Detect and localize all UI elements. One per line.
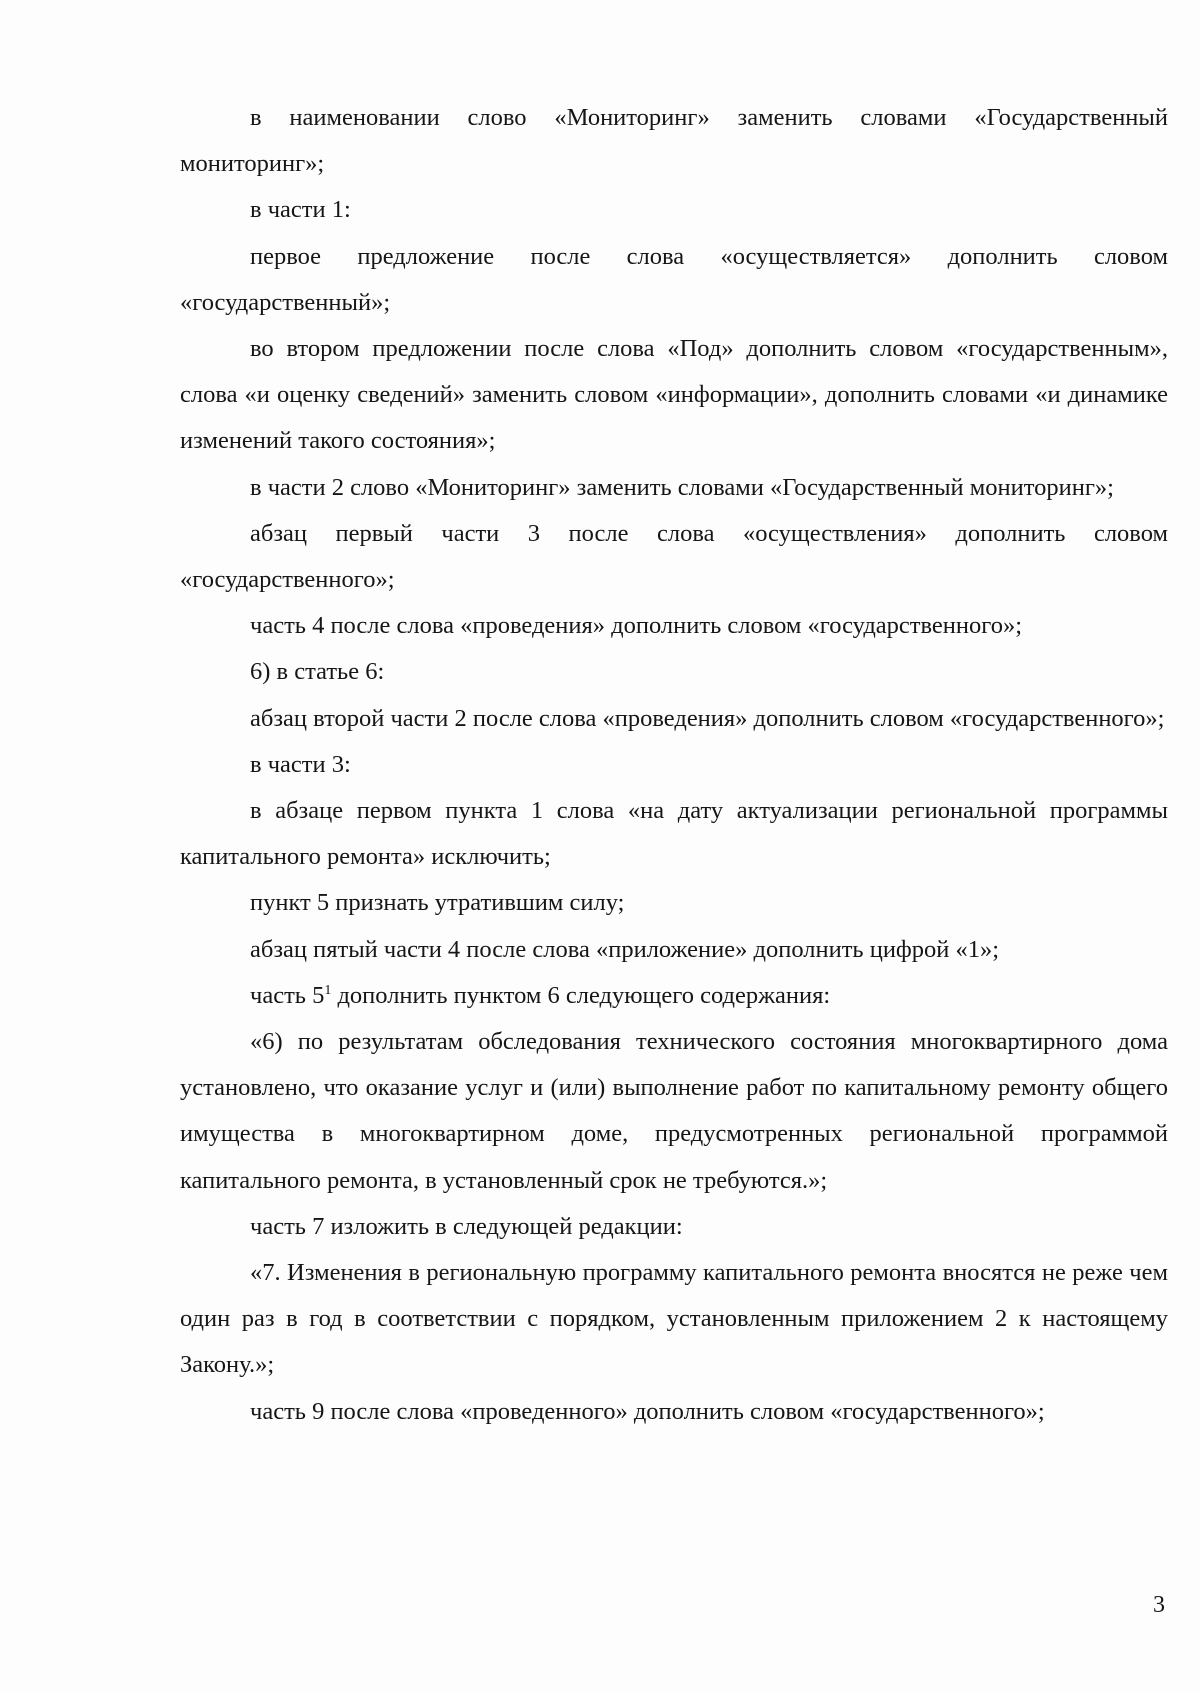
paragraph-18: часть 9 после слова «проведенного» дополнить словом «государственного»; xyxy=(250,1397,1045,1425)
paragraph-14 xyxy=(180,973,1168,1019)
paragraph-9: абзац второй части 2 после слова «проведения» дополнить словом «государственного»; xyxy=(250,704,1165,732)
paragraph-13: абзац пятый части 4 после слова «приложение» дополнить цифрой «1»; xyxy=(250,935,1000,963)
paragraph-11: в абзаце первом пункта 1 слова «на дату актуализации региональной программы капитального ремонта» исключить; xyxy=(180,797,1168,871)
paragraph-10: в части 3: xyxy=(250,750,351,778)
paragraph-1: в наименовании слово «Мониторинг» заменить словами «Государственный мониторинг»; xyxy=(180,104,1168,178)
paragraph-6: абзац первый части 3 после слова «осуществления» дополнить словом «государственного»; xyxy=(180,519,1168,594)
paragraph-4: во втором предложении после слова «Под» дополнить словом «государственным», слова «и оценку сведений» заменить словом «информации», дополнить словами «и динамике изменений такого состояния»; xyxy=(180,335,1168,455)
paragraph-14-superscript: 1 xyxy=(324,982,332,998)
paragraph-2: в части 1: xyxy=(250,196,351,224)
paragraph-15: «6) по результатам обследования технического состояния многоквартирного дома установлено, что оказание услуг и (или) выполнение работ по капитальному ремонту общего имущества в многоквартирном доме, предусмотренных региональной программой капитального ремонта, в установленный срок не требуются.»; xyxy=(180,1028,1168,1194)
paragraph-17: «7. Изменения в региональную программу капитального ремонта вносятся не реже чем один раз в год в соответствии с порядком, установленным приложением 2 к настоящему Закону.»; xyxy=(180,1259,1168,1379)
paragraph-7: часть 4 после слова «проведения» дополнить словом «государственного»; xyxy=(250,612,1023,640)
paragraph-12: пункт 5 признать утратившим силу; xyxy=(250,889,625,917)
paragraph-16: часть 7 изложить в следующей редакции: xyxy=(250,1212,683,1240)
paragraph-8: 6) в статье 6: xyxy=(250,658,385,686)
paragraph-14-after: дополнить пунктом 6 следующего содержания: xyxy=(331,981,831,1009)
paragraph-5: в части 2 слово «Мониторинг» заменить словами «Государственный мониторинг»; xyxy=(250,473,1114,501)
page-number: 3 xyxy=(1153,1592,1165,1618)
paragraph-3: первое предложение после слова «осуществляется» дополнить словом «государственный»; xyxy=(180,242,1168,316)
paragraph-14-before: часть 5 xyxy=(250,981,325,1009)
document-body xyxy=(180,95,1168,1435)
